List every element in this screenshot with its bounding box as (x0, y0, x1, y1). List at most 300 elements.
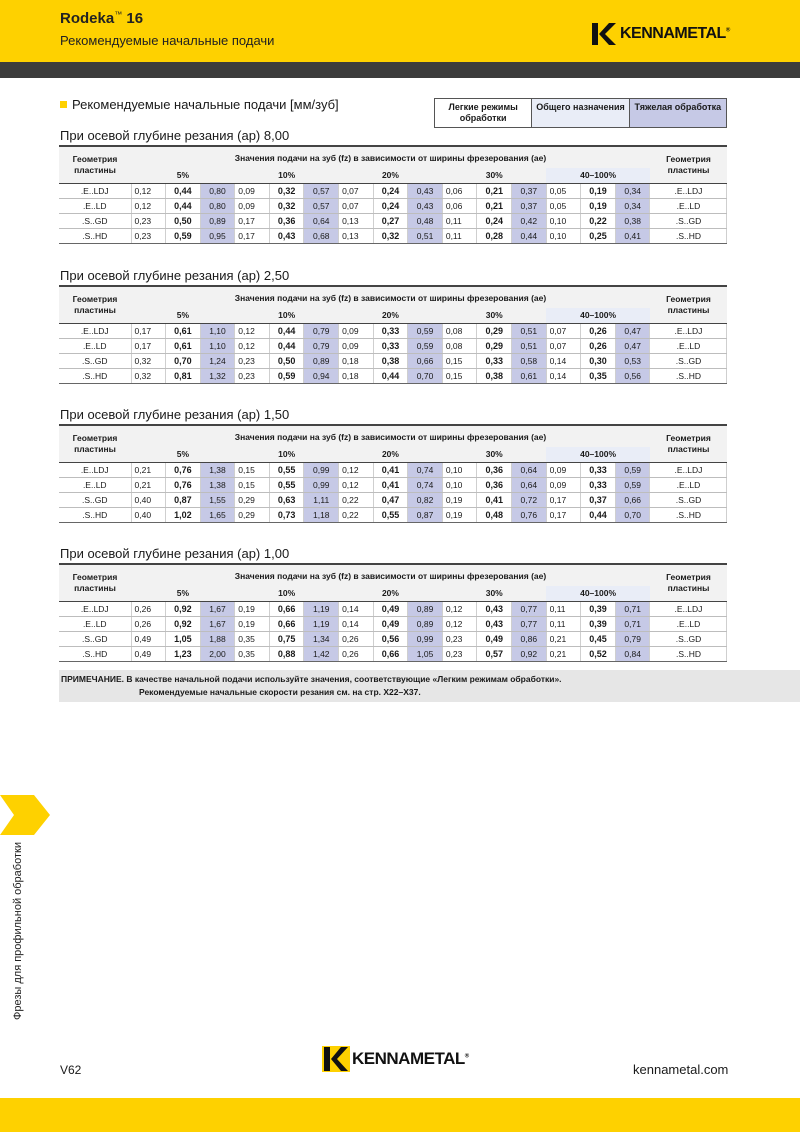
feed-value-cell: 0,17 (235, 213, 270, 228)
feed-value-cell: 0,14 (546, 368, 581, 383)
geometry-cell: .E..LD (59, 338, 131, 353)
feed-value-cell: 0,55 (269, 477, 304, 492)
width-percent-header: 10% (235, 586, 339, 601)
feed-value-cell: 0,61 (166, 338, 201, 353)
feed-value-cell: 0,25 (581, 228, 616, 243)
feed-value-cell: 1,10 (200, 323, 235, 338)
feed-value-cell: 0,19 (442, 492, 477, 507)
width-percent-header: 30% (442, 447, 546, 462)
feed-value-cell: 0,66 (269, 601, 304, 616)
geometry-cell-right: .E..LDJ (650, 323, 727, 338)
feed-value-cell: 0,32 (131, 353, 166, 368)
feed-value-cell: 0,17 (131, 338, 166, 353)
feed-value-cell: 0,37 (581, 492, 616, 507)
feed-value-cell: 0,57 (304, 183, 339, 198)
feed-value-cell: 0,51 (408, 228, 443, 243)
feed-value-cell: 0,24 (373, 183, 408, 198)
table-row (59, 368, 727, 383)
feed-value-cell: 0,61 (512, 368, 547, 383)
table-row (59, 198, 727, 213)
legend-heavy: Тяжелая обработка (630, 99, 726, 127)
feed-value-cell: 0,12 (442, 601, 477, 616)
width-percent-header: 20% (339, 447, 443, 462)
feed-value-cell: 1,32 (200, 368, 235, 383)
feed-value-cell: 0,58 (512, 353, 547, 368)
table-row (59, 323, 727, 338)
feed-value-cell: 0,07 (546, 323, 581, 338)
feed-value-cell: 0,22 (581, 213, 616, 228)
feed-value-cell: 0,07 (546, 338, 581, 353)
feed-value-cell: 0,68 (304, 228, 339, 243)
feed-value-cell: 0,18 (339, 353, 374, 368)
feed-value-cell: 1,38 (200, 462, 235, 477)
feed-value-cell: 0,71 (615, 616, 650, 631)
feed-value-cell: 0,92 (512, 646, 547, 661)
geometry-cell-right: .S..HD (650, 368, 727, 383)
feed-table (59, 285, 727, 384)
feed-value-cell: 0,09 (546, 477, 581, 492)
feed-value-cell: 0,26 (581, 338, 616, 353)
feed-value-cell: 0,56 (615, 368, 650, 383)
feed-value-cell: 1,05 (408, 646, 443, 661)
feed-value-cell: 0,59 (166, 228, 201, 243)
width-percent-header: 5% (131, 586, 235, 601)
feed-value-cell: 0,89 (408, 601, 443, 616)
feed-value-cell: 0,79 (615, 631, 650, 646)
feed-value-cell: 0,61 (166, 323, 201, 338)
feed-value-cell: 0,12 (131, 183, 166, 198)
feed-table (59, 563, 727, 662)
feed-value-cell: 0,27 (373, 213, 408, 228)
geometry-cell: .S..HD (59, 507, 131, 522)
table-row (59, 492, 727, 507)
feed-value-cell: 0,41 (373, 477, 408, 492)
feed-value-cell: 0,84 (615, 646, 650, 661)
feed-value-cell: 0,52 (581, 646, 616, 661)
geometry-cell: .E..LD (59, 477, 131, 492)
feed-value-cell: 0,15 (235, 477, 270, 492)
feed-value-cell: 0,33 (581, 477, 616, 492)
feed-value-cell: 0,40 (131, 492, 166, 507)
website-link[interactable]: kennametal.com (633, 1062, 729, 1077)
feed-value-cell: 0,35 (235, 631, 270, 646)
feed-value-cell: 0,26 (131, 601, 166, 616)
feed-value-cell: 0,43 (269, 228, 304, 243)
geometry-cell-right: .E..LDJ (650, 601, 727, 616)
table-row (59, 616, 727, 631)
width-percent-header: 5% (131, 308, 235, 323)
geometry-cell-right: .E..LD (650, 198, 727, 213)
feed-value-cell: 0,09 (339, 323, 374, 338)
feed-value-cell: 0,21 (477, 183, 512, 198)
feed-value-cell: 0,12 (339, 477, 374, 492)
feed-value-cell: 0,21 (546, 646, 581, 661)
feed-value-cell: 0,13 (339, 228, 374, 243)
feed-value-cell: 0,32 (131, 368, 166, 383)
product-title: Rodeka™ 16 (60, 10, 144, 27)
feed-value-cell: 0,47 (373, 492, 408, 507)
feed-value-cell: 0,19 (581, 183, 616, 198)
feed-value-cell: 0,59 (269, 368, 304, 383)
geometry-cell: .S..HD (59, 228, 131, 243)
feed-value-cell: 0,07 (339, 198, 374, 213)
table-row (59, 601, 727, 616)
width-percent-header: 5% (131, 168, 235, 183)
feed-value-cell: 0,48 (477, 507, 512, 522)
feed-value-cell: 0,26 (339, 631, 374, 646)
feed-value-cell: 0,17 (235, 228, 270, 243)
feed-value-cell: 0,36 (269, 213, 304, 228)
page-header (0, 0, 800, 62)
geometry-cell: .S..GD (59, 631, 131, 646)
legend-general: Общего назначения (532, 99, 629, 127)
geometry-cell-right: .E..LD (650, 338, 727, 353)
feed-value-cell: 1,42 (304, 646, 339, 661)
width-percent-header: 40–100% (546, 586, 650, 601)
feed-value-cell: 0,22 (339, 492, 374, 507)
table-row (59, 228, 727, 243)
feed-value-cell: 0,88 (269, 646, 304, 661)
feed-value-cell: 0,38 (373, 353, 408, 368)
width-percent-header: 40–100% (546, 168, 650, 183)
geometry-cell-right: .S..GD (650, 353, 727, 368)
feed-value-cell: 2,00 (200, 646, 235, 661)
feed-value-cell: 1,88 (200, 631, 235, 646)
feed-value-cell: 0,23 (235, 353, 270, 368)
feed-value-cell: 0,48 (408, 213, 443, 228)
feed-value-cell: 0,56 (373, 631, 408, 646)
feed-value-cell: 0,76 (166, 477, 201, 492)
feed-value-cell: 0,59 (615, 477, 650, 492)
feed-value-cell: 0,37 (512, 183, 547, 198)
feed-value-cell: 0,33 (477, 353, 512, 368)
feed-value-cell: 0,29 (235, 492, 270, 507)
feed-value-cell: 0,43 (408, 183, 443, 198)
width-percent-header: 5% (131, 447, 235, 462)
feed-value-cell: 1,05 (166, 631, 201, 646)
feed-value-cell: 0,42 (512, 213, 547, 228)
width-percent-header: 30% (442, 168, 546, 183)
feed-value-cell: 0,10 (442, 477, 477, 492)
table-title: При осевой глубине резания (ap) 1,50 (60, 407, 290, 422)
geometry-cell-right: .E..LD (650, 477, 727, 492)
geometry-cell: .S..GD (59, 492, 131, 507)
feed-value-cell: 0,08 (442, 338, 477, 353)
feed-value-cell: 0,23 (131, 213, 166, 228)
feed-value-cell: 0,64 (304, 213, 339, 228)
geometry-cell-right: .S..GD (650, 492, 727, 507)
feed-value-cell: 0,92 (166, 601, 201, 616)
feed-table (59, 424, 727, 523)
header-subtitle: Рекомендуемые начальные подачи (60, 33, 275, 48)
geometry-cell-right: .S..HD (650, 228, 727, 243)
feed-value-cell: 1,38 (200, 477, 235, 492)
feed-value-cell: 0,32 (373, 228, 408, 243)
feed-value-cell: 0,12 (235, 338, 270, 353)
feed-value-cell: 0,66 (373, 646, 408, 661)
feed-value-cell: 0,70 (166, 353, 201, 368)
feed-value-cell: 1,02 (166, 507, 201, 522)
table-row (59, 213, 727, 228)
feed-value-cell: 0,55 (269, 462, 304, 477)
feed-value-cell: 0,94 (304, 368, 339, 383)
feed-value-cell: 0,33 (581, 462, 616, 477)
feed-value-cell: 0,06 (442, 183, 477, 198)
width-percent-header: 10% (235, 447, 339, 462)
feed-value-cell: 0,21 (546, 631, 581, 646)
width-percent-header: 30% (442, 308, 546, 323)
feed-value-cell: 0,75 (269, 631, 304, 646)
geometry-cell-right: .S..HD (650, 507, 727, 522)
feed-value-cell: 0,21 (477, 198, 512, 213)
feed-value-cell: 0,59 (408, 338, 443, 353)
feed-value-cell: 0,19 (442, 507, 477, 522)
feed-value-cell: 0,49 (373, 616, 408, 631)
feed-value-cell: 0,15 (235, 462, 270, 477)
feed-value-cell: 0,29 (477, 323, 512, 338)
feed-value-cell: 0,44 (373, 368, 408, 383)
feed-value-cell: 0,64 (512, 477, 547, 492)
feed-value-cell: 0,89 (200, 213, 235, 228)
feed-value-cell: 0,43 (408, 198, 443, 213)
table-row (59, 462, 727, 477)
feed-value-cell: 0,09 (546, 462, 581, 477)
feed-value-cell: 0,59 (408, 323, 443, 338)
feed-value-cell: 0,40 (131, 507, 166, 522)
geometry-header-right: Геометрия пластины (650, 146, 727, 183)
feed-value-cell: 0,06 (442, 198, 477, 213)
feed-value-cell: 0,09 (235, 183, 270, 198)
feed-value-cell: 0,34 (615, 183, 650, 198)
width-percent-header: 10% (235, 168, 339, 183)
feed-values-header: Значения подачи на зуб (fz) в зависимости от ширины фрезерования (ae) (131, 146, 650, 168)
feed-value-cell: 0,41 (615, 228, 650, 243)
table-row (59, 507, 727, 522)
feed-value-cell: 1,24 (200, 353, 235, 368)
feed-value-cell: 0,73 (269, 507, 304, 522)
geometry-cell-right: .E..LDJ (650, 183, 727, 198)
feed-value-cell: 0,63 (269, 492, 304, 507)
feed-table (59, 145, 727, 244)
feed-value-cell: 0,44 (512, 228, 547, 243)
table-row (59, 631, 727, 646)
feed-value-cell: 0,99 (408, 631, 443, 646)
feed-value-cell: 0,66 (408, 353, 443, 368)
feed-value-cell: 0,33 (373, 338, 408, 353)
feed-value-cell: 1,19 (304, 601, 339, 616)
geometry-cell: .E..LDJ (59, 462, 131, 477)
feed-value-cell: 0,66 (269, 616, 304, 631)
feed-value-cell: 0,49 (131, 631, 166, 646)
kennametal-logo: KENNAMETAL® (590, 22, 730, 46)
feed-value-cell: 0,37 (512, 198, 547, 213)
feed-value-cell: 0,95 (200, 228, 235, 243)
feed-value-cell: 0,79 (304, 323, 339, 338)
legend-light: Легкие режимы обработки (435, 99, 532, 127)
feed-value-cell: 0,09 (339, 338, 374, 353)
feed-value-cell: 0,24 (373, 198, 408, 213)
feed-value-cell: 1,65 (200, 507, 235, 522)
feed-value-cell: 0,26 (131, 616, 166, 631)
feed-value-cell: 0,74 (408, 462, 443, 477)
geometry-cell-right: .S..GD (650, 213, 727, 228)
feed-value-cell: 0,14 (546, 353, 581, 368)
width-percent-header: 40–100% (546, 308, 650, 323)
geometry-header-right: Геометрия пластины (650, 286, 727, 323)
feed-value-cell: 0,59 (615, 462, 650, 477)
kennametal-k-icon (590, 22, 618, 46)
feed-value-cell: 0,70 (615, 507, 650, 522)
feed-value-cell: 0,10 (546, 213, 581, 228)
feed-value-cell: 0,23 (131, 228, 166, 243)
feed-value-cell: 0,09 (235, 198, 270, 213)
feed-value-cell: 1,19 (304, 616, 339, 631)
feed-value-cell: 0,41 (477, 492, 512, 507)
feed-value-cell: 0,17 (546, 507, 581, 522)
geometry-cell: .S..GD (59, 213, 131, 228)
feed-value-cell: 0,70 (408, 368, 443, 383)
feed-value-cell: 0,23 (442, 631, 477, 646)
width-percent-header: 20% (339, 308, 443, 323)
geometry-cell: .E..LD (59, 198, 131, 213)
feed-value-cell: 0,29 (235, 507, 270, 522)
geometry-header-right: Геометрия пластины (650, 564, 727, 601)
feed-value-cell: 0,23 (235, 368, 270, 383)
feed-value-cell: 0,19 (581, 198, 616, 213)
feed-value-cell: 0,57 (477, 646, 512, 661)
feed-value-cell: 0,12 (235, 323, 270, 338)
feed-value-cell: 0,74 (408, 477, 443, 492)
feed-value-cell: 0,72 (512, 492, 547, 507)
width-percent-header: 20% (339, 586, 443, 601)
feed-value-cell: 1,10 (200, 338, 235, 353)
geometry-cell: .S..GD (59, 353, 131, 368)
feed-value-cell: 0,38 (615, 213, 650, 228)
geometry-header: Геометрия пластины (59, 564, 131, 601)
feed-value-cell: 0,39 (581, 601, 616, 616)
feed-value-cell: 0,36 (477, 462, 512, 477)
feed-value-cell: 0,49 (131, 646, 166, 661)
feed-value-cell: 0,79 (304, 338, 339, 353)
feed-value-cell: 0,44 (166, 198, 201, 213)
feed-value-cell: 0,64 (512, 462, 547, 477)
feed-value-cell: 0,29 (477, 338, 512, 353)
width-percent-header: 10% (235, 308, 339, 323)
geometry-header: Геометрия пластины (59, 425, 131, 462)
feed-value-cell: 0,50 (166, 213, 201, 228)
feed-value-cell: 1,55 (200, 492, 235, 507)
width-percent-header: 20% (339, 168, 443, 183)
feed-value-cell: 0,11 (546, 616, 581, 631)
table-title: При осевой глубине резания (ap) 8,00 (60, 128, 290, 143)
feed-value-cell: 0,82 (408, 492, 443, 507)
feed-value-cell: 0,30 (581, 353, 616, 368)
geometry-cell: .E..LDJ (59, 601, 131, 616)
table-row (59, 353, 727, 368)
feed-value-cell: 0,28 (477, 228, 512, 243)
feed-value-cell: 1,18 (304, 507, 339, 522)
width-percent-header: 30% (442, 586, 546, 601)
feed-values-header: Значения подачи на зуб (fz) в зависимости от ширины фрезерования (ae) (131, 564, 650, 586)
page-number: V62 (60, 1063, 82, 1077)
feed-value-cell: 0,43 (477, 616, 512, 631)
feed-value-cell: 0,66 (615, 492, 650, 507)
feed-value-cell: 0,51 (512, 323, 547, 338)
feed-value-cell: 0,11 (546, 601, 581, 616)
side-tab-label: Фрезы для профильной обработки (12, 842, 24, 1020)
feed-value-cell: 1,34 (304, 631, 339, 646)
feed-value-cell: 0,15 (442, 368, 477, 383)
geometry-cell-right: .E..LD (650, 616, 727, 631)
feed-value-cell: 1,11 (304, 492, 339, 507)
feed-value-cell: 0,47 (615, 338, 650, 353)
table-row (59, 338, 727, 353)
feed-value-cell: 0,33 (373, 323, 408, 338)
feed-value-cell: 0,89 (408, 616, 443, 631)
feed-value-cell: 0,22 (339, 507, 374, 522)
table-row (59, 646, 727, 661)
feed-value-cell: 0,39 (581, 616, 616, 631)
feed-value-cell: 0,44 (269, 323, 304, 338)
geometry-cell-right: .S..GD (650, 631, 727, 646)
feed-value-cell: 0,24 (477, 213, 512, 228)
feed-value-cell: 0,47 (615, 323, 650, 338)
geometry-cell-right: .E..LDJ (650, 462, 727, 477)
table-row (59, 183, 727, 198)
feed-value-cell: 0,32 (269, 183, 304, 198)
feed-value-cell: 0,77 (512, 616, 547, 631)
feed-value-cell: 0,49 (373, 601, 408, 616)
feed-value-cell: 0,50 (269, 353, 304, 368)
feed-values-header: Значения подачи на зуб (fz) в зависимости от ширины фрезерования (ae) (131, 286, 650, 308)
feed-value-cell: 0,14 (339, 601, 374, 616)
geometry-cell-right: .S..HD (650, 646, 727, 661)
feed-value-cell: 0,36 (477, 477, 512, 492)
feed-value-cell: 0,81 (166, 368, 201, 383)
feed-value-cell: 0,51 (512, 338, 547, 353)
feed-values-header: Значения подачи на зуб (fz) в зависимости от ширины фрезерования (ae) (131, 425, 650, 447)
feed-value-cell: 1,23 (166, 646, 201, 661)
geometry-cell: .E..LD (59, 616, 131, 631)
legend (434, 98, 727, 128)
feed-value-cell: 0,19 (235, 616, 270, 631)
feed-value-cell: 0,43 (477, 601, 512, 616)
kennametal-k-icon (322, 1046, 350, 1072)
feed-value-cell: 0,89 (304, 353, 339, 368)
feed-value-cell: 0,21 (131, 477, 166, 492)
feed-value-cell: 0,86 (512, 631, 547, 646)
geometry-cell: .S..HD (59, 368, 131, 383)
geometry-cell: .S..HD (59, 646, 131, 661)
feed-value-cell: 0,17 (131, 323, 166, 338)
feed-value-cell: 0,13 (339, 213, 374, 228)
feed-value-cell: 0,12 (131, 198, 166, 213)
feed-value-cell: 0,32 (269, 198, 304, 213)
feed-value-cell: 0,18 (339, 368, 374, 383)
yellow-square-icon (60, 101, 67, 108)
feed-value-cell: 0,14 (339, 616, 374, 631)
feed-value-cell: 0,11 (442, 228, 477, 243)
feed-value-cell: 0,80 (200, 198, 235, 213)
feed-value-cell: 0,77 (512, 601, 547, 616)
feed-value-cell: 0,05 (546, 198, 581, 213)
geometry-header: Геометрия пластины (59, 146, 131, 183)
table-title: При осевой глубине резания (ap) 1,00 (60, 546, 290, 561)
feed-value-cell: 0,99 (304, 462, 339, 477)
feed-value-cell: 0,35 (581, 368, 616, 383)
table-row (59, 477, 727, 492)
feed-value-cell: 0,87 (166, 492, 201, 507)
